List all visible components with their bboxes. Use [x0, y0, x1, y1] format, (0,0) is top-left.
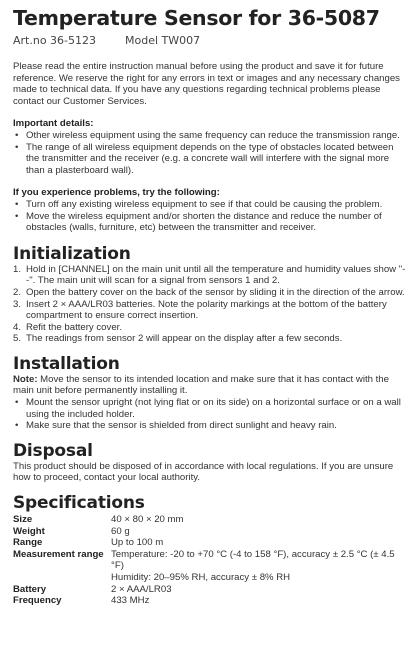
bullet-icon: • [15, 210, 19, 222]
intro-paragraph: Please read the entire instruction manual before using the product and save it for future reference. We reserve the right for any errors in text or images and any necessary changes made to technical data. If you have any questions regarding technical problems please contact our Customer Services. [13, 61, 400, 107]
step-item: 5. The readings from sensor 2 will appear on the display after a few seconds. [13, 333, 343, 345]
table-row: Frequency 433 MHz [13, 595, 150, 607]
list-item: • Other wireless equipment using the same frequency can reduce the transmission range. [15, 129, 400, 141]
step-item: 2. Open the battery cover on the back of the sensor by sliding it in the direction of the arrow. [13, 286, 405, 298]
table-row: Range Up to 100 m [13, 537, 164, 549]
disposal-heading: Disposal [13, 440, 93, 461]
initialization-heading: Initialization [13, 243, 131, 264]
table-row: Weight 60 g [13, 525, 130, 537]
specifications-heading: Specifications [13, 493, 145, 514]
installation-list [13, 397, 406, 432]
note-text: Move the sensor to its intended location and make sure that it has contact with the main unit before permanently installing it. [13, 373, 389, 397]
bullet-icon: • [15, 420, 19, 432]
page-title: Temperature Sensor for 36-5087 [13, 6, 380, 30]
step-item: 1. Hold in [CHANNEL] on the main unit until all the temperature and humidity values show "- -". The main unit will scan for a signal from sensors 1 and 2. [13, 263, 406, 287]
table-row: Size 40 × 80 × 20 mm [13, 514, 184, 526]
note-label: Note: [13, 373, 38, 385]
step-item: 3. Insert 2 × AAA/LR03 batteries. Note the polarity markings at the bottom of the battery compartment to ensure correct insertion. [13, 298, 387, 322]
step-item: 4. Refit the battery cover. [13, 321, 122, 333]
product-meta [13, 33, 406, 49]
initialization-steps [13, 264, 406, 345]
important-heading: Important details: [13, 118, 94, 130]
table-row: Battery 2 × AAA/LR03 [13, 583, 172, 595]
problems-list [13, 199, 406, 234]
model-number: Model TW007 [125, 34, 201, 47]
list-item: • Turn off any existing wireless equipment to see if that could be causing the problem. [15, 198, 383, 210]
table-row: Measurement range Temperature: -20 to +70 °C (-4 to 158 °F), accuracy ± 2.5 °C (± 4.5 °F) Humidity: 20–95% RH, accuracy ± 8% RH [13, 548, 395, 583]
list-item: • Move the wireless equipment and/or shorten the distance and reduce the number of obstacles (walls, furniture, etc) between the transmitter and receiver. [15, 210, 382, 234]
list-item: • Mount the sensor upright (not lying flat or on its side) on a horizontal surface or on a wall using the included holder. [15, 397, 401, 420]
bullet-icon: • [15, 198, 19, 210]
bullet-icon: • [15, 397, 19, 409]
list-item: • The range of all wireless equipment depends on the type of obstacles located between the transmitter and the receiver (e.g. a concrete wall will interfere with the signal more than a plasterboard wall). [15, 141, 394, 176]
article-number: Art.no 36-5123 [13, 34, 97, 47]
important-list [13, 130, 406, 176]
installation-note [13, 374, 406, 397]
list-item: • Make sure that the sensor is shielded from direct sunlight and heavy rain. [15, 420, 337, 432]
bullet-icon: • [15, 129, 19, 141]
specifications-table [13, 514, 406, 607]
bullet-icon: • [15, 141, 19, 153]
disposal-text: This product should be disposed of in accordance with local regulations. If you are unsure how to proceed, contact your local authority. [13, 460, 394, 484]
installation-heading: Installation [13, 353, 120, 374]
problems-heading: If you experience problems, try the following: [13, 187, 220, 199]
